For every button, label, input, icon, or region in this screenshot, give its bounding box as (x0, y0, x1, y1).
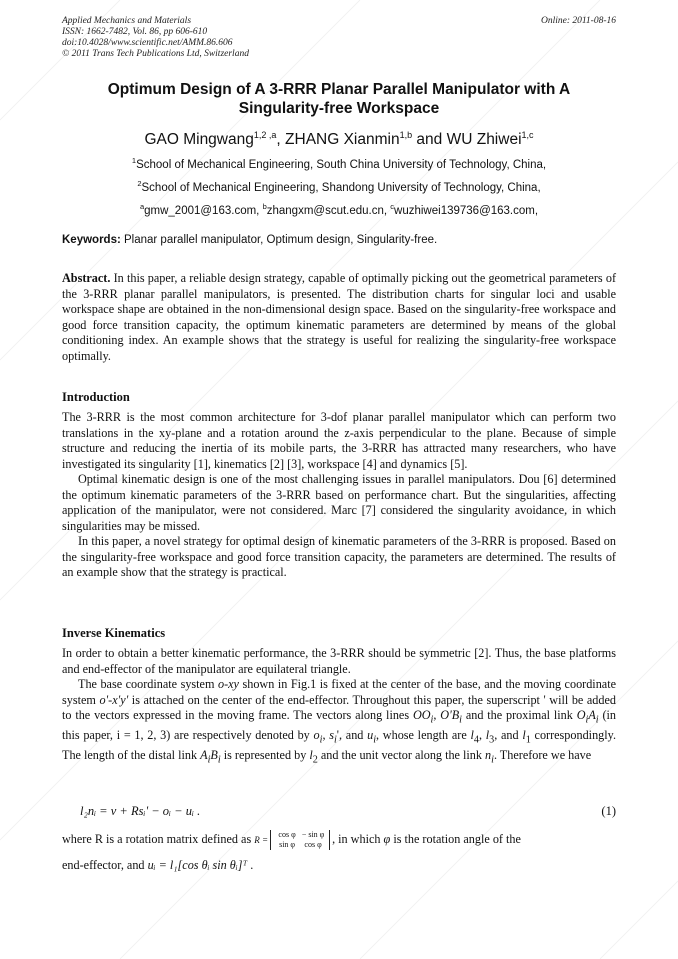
ik-p2-ooi: OO (412, 708, 431, 722)
ik-p2-sub-i: i (430, 714, 434, 726)
author-2-sup: 1,b (399, 130, 413, 140)
affiliation-1-sup: 1 (131, 156, 137, 165)
author-emails (62, 202, 616, 217)
affiliation-1 (62, 156, 616, 171)
where-text-b: , in which (332, 831, 384, 846)
ik-p2-l2: l (309, 747, 313, 762)
abstract-text: In this paper, a reliable design strategy, capable of optimally picking out the geometrical parameters of the 3-RRR planar parallel manipulators, is presented. The distribution charts for singular loci and usable workspace shape are obtained in the non-dimensional design space. Based on the singularity-free workspace and good force transition capacity, the optimum kinematic parameters are determined by means of the global conditioning index. An example shows that the strategy is useful for realizing the singularity-free workspace optimally. (62, 271, 616, 363)
rotation-matrix-paragraph (62, 830, 616, 874)
affiliation-2 (62, 179, 616, 194)
u-equation: uᵢ = l₁[cos θᵢ sin θᵢ]ᵀ (147, 858, 248, 872)
ik-p2-sub-4: 4 (473, 734, 479, 746)
ik-p2-moving: o'-x'y' (99, 692, 129, 707)
ik-p2-sub-2: 2 (312, 754, 318, 766)
ik-p2-oi: O (576, 708, 586, 722)
author-1-sup: 1,2 ,a (253, 130, 277, 140)
ik-p2-sub-i: i (595, 714, 599, 726)
where-text-c: is the rotation angle of the (390, 831, 521, 846)
ik-p2-sub-i: i (319, 734, 323, 746)
author-sep-2: and (412, 131, 447, 149)
affiliation-1-text: School of Mechanical Engineering, South China University of Technology, China, (136, 158, 547, 171)
ik-p2-sub-3: 3 (489, 734, 495, 746)
ik-p2-ai-2: A (200, 747, 208, 762)
ik-p2-l1: l (522, 727, 526, 742)
author-1: GAO Mingwang (144, 131, 254, 149)
author-2: ZHANG Xianmin (285, 131, 400, 149)
ik-p2-sub-i: i (585, 714, 589, 726)
email-c-sup: c (390, 202, 395, 211)
ik-p2-u: u (367, 727, 374, 742)
inverse-kinematics-body (62, 646, 616, 768)
ik-p2-sub-i: i (333, 734, 337, 746)
introduction-heading: Introduction (62, 390, 130, 404)
inverse-kinematics-heading: Inverse Kinematics (62, 626, 166, 640)
ik-p2-text-a: The base coordinate system (78, 677, 218, 691)
intro-paragraph-2: Optimal kinematic design is one of the most challenging issues in parallel manipulators. Dou [6] determined the optimum kinematic parameters of the 3-RRR based on performance chart. But the singularities, affecting application of the manipulator, were not considered. Marc [7] considered the singularity avoidance, in which singularities may be missed. (62, 472, 616, 533)
email-a[interactable]: gmw_2001@163.com, (144, 204, 263, 217)
phi-symbol: φ (383, 831, 391, 846)
ik-p2-bi: B (210, 747, 218, 762)
matrix-m22: cos φ (304, 840, 322, 849)
journal-header (62, 16, 616, 60)
journal-name: Applied Mechanics and Materials (62, 16, 192, 26)
equation-1: l₂nᵢ = v + Rsᵢ' − oᵢ − uᵢ . (80, 804, 201, 818)
affiliation-2-text: School of Mechanical Engineering, Shandong University of Technology, China, (141, 181, 541, 194)
ik-p2-text-k: is represented by (220, 747, 310, 762)
matrix-m11: cos φ (278, 830, 296, 839)
rotation-matrix (270, 830, 330, 850)
author-3-sup: 1,c (521, 130, 534, 140)
ik-p2-oxy: o-xy (217, 677, 239, 691)
matrix-m12: − sin φ (301, 830, 325, 839)
paper-title (62, 80, 616, 118)
copyright: © 2011 Trans Tech Publications Ltd, Switzerland (62, 49, 249, 59)
affiliation-2-sup: 2 (137, 179, 142, 188)
ik-p2-l3: l (485, 727, 490, 742)
ik-p2-ai: A (588, 708, 596, 722)
ik-p2-text-g: , and (339, 727, 368, 742)
keywords-text: Planar parallel manipulator, Optimum design, Singularity-free. (120, 234, 438, 246)
ik-p2-text-d: , (433, 708, 441, 722)
abstract-label: Abstract. (62, 271, 111, 285)
ik-p2-o: o (313, 727, 320, 742)
ik-p2-sub-i: i (459, 714, 462, 726)
title-line-2: Singularity-free Workspace (238, 100, 440, 117)
ik-p2-l4: l (470, 727, 474, 742)
end-effector-line (62, 858, 616, 874)
author-sep-1: , (276, 131, 286, 149)
keywords-label: Keywords: (62, 234, 121, 246)
ik-p2-comma: , (322, 727, 330, 742)
email-c[interactable]: wuzhiwei139736@163.com, (394, 204, 539, 217)
matrix-label: R = (254, 834, 269, 845)
doi: doi:10.4028/www.scientific.net/AMM.86.606 (62, 38, 233, 48)
ik-p2-text-e: and the proximal link (461, 708, 577, 722)
line2-text-a: end-effector, and (62, 858, 148, 872)
line2-text-b: . (247, 858, 254, 872)
email-b[interactable]: zhangxm@scut.edu.cn, (266, 204, 391, 217)
ik-p2-text-i: , and (494, 727, 523, 742)
intro-paragraph-1: The 3-RRR is the most common architecture for 3-dof planar parallel manipulator which can perform two translations in the xy-plane and a rotation around the z-axis perpendicular to the plane. Because of simple structure and reducing the inertia of its mobile parts, the 3-RRR has attracted many researchers, who have investigated its singularity [1], kinematics [2] [3], workspace [4] and dynamics [5]. (62, 410, 616, 471)
ik-p2-s: s (329, 727, 334, 742)
equation-1-number: (1) (601, 804, 616, 818)
keywords (62, 234, 616, 246)
ik-p2-n: n (485, 747, 492, 762)
ik-p2-sub-i: i (217, 754, 221, 766)
ik-paragraph-2: The base coordinate system o-xy shown in Fig.1 is fixed at the center of the base, and the moving coordinate system o'-x'y' is attached on the center of the end-effector. Throughout this paper, the superscript ' will be added to the vectors expressed in the moving frame. The vectors along lines $OO_i$, $O'B_i$ and the proximal link $O_iA_i$ (in this paper, i = 1, 2, 3) are respectively denoted by $o_i$, $s_i'$, and $u_i$, whose length are $l_4$, $l_3$, and $l_1$ correspondingly. The length of the distal link $A_iB_i$ is represented by $l_2$ and the unit vector along the link $n_i$. Therefore we have (62, 677, 617, 766)
ik-p2-sub-1: 1 (525, 734, 531, 746)
matrix-m21: sin φ (279, 840, 296, 849)
issn: ISSN: 1662-7482, Vol. 86, pp 606-610 (62, 27, 208, 37)
ik-p2-comma-2: , (478, 727, 486, 742)
ik-p2-obi: O'B (440, 708, 460, 722)
online-date: Online: 2011-08-16 (540, 16, 616, 26)
author-3: WU Zhiwei (446, 131, 522, 149)
ik-p2-text-l: and the unit vector along the link (317, 747, 486, 762)
introduction-body (62, 410, 616, 581)
where-text-a: where R is a rotation matrix defined as (62, 831, 252, 846)
ik-p2-text-b: shown in Fig.1 is fixed at the center of the base, and the moving coordinate system (62, 677, 616, 707)
ik-p2-text-m: . Therefore we have (493, 747, 592, 762)
email-b-sup: b (262, 202, 267, 211)
ik-p2-sub-i: i (373, 734, 377, 746)
intro-paragraph-3: In this paper, a novel strategy for optimal design of kinematic parameters of the 3-RRR is proposed. Based on the singularity-free workspace and good force transition capacity, the parameters are determined. The results of an example show that the strategy is practical. (62, 534, 616, 579)
abstract (62, 271, 616, 364)
ik-p2-sub-i: i (207, 754, 211, 766)
ik-p2-sub-i: i (491, 754, 494, 766)
ik-p2-text-c: is attached on the center of the end-effector. Throughout this paper, the superscript ' will be added to the vectors expressed in the moving frame. The vectors along lines (62, 692, 617, 722)
email-a-sup: a (139, 202, 145, 211)
ik-p2-text-h: , whose length are (376, 727, 471, 742)
ik-paragraph-1: In order to obtain a better kinematic performance, the 3-RRR should be symmetric [2]. Thus, the base platforms and end-effector of the manipulator are equilateral triangle. (62, 646, 616, 676)
title-line-1: Optimum Design of A 3-RRR Planar Parallel Manipulator with A (107, 81, 571, 98)
author-list (62, 130, 616, 149)
ik-p2-text-j: correspondingly. The length of the distal link (62, 727, 616, 762)
ik-p2-text-f: (in this paper, i = 1, 2, 3) are respectively denoted by (62, 708, 616, 742)
